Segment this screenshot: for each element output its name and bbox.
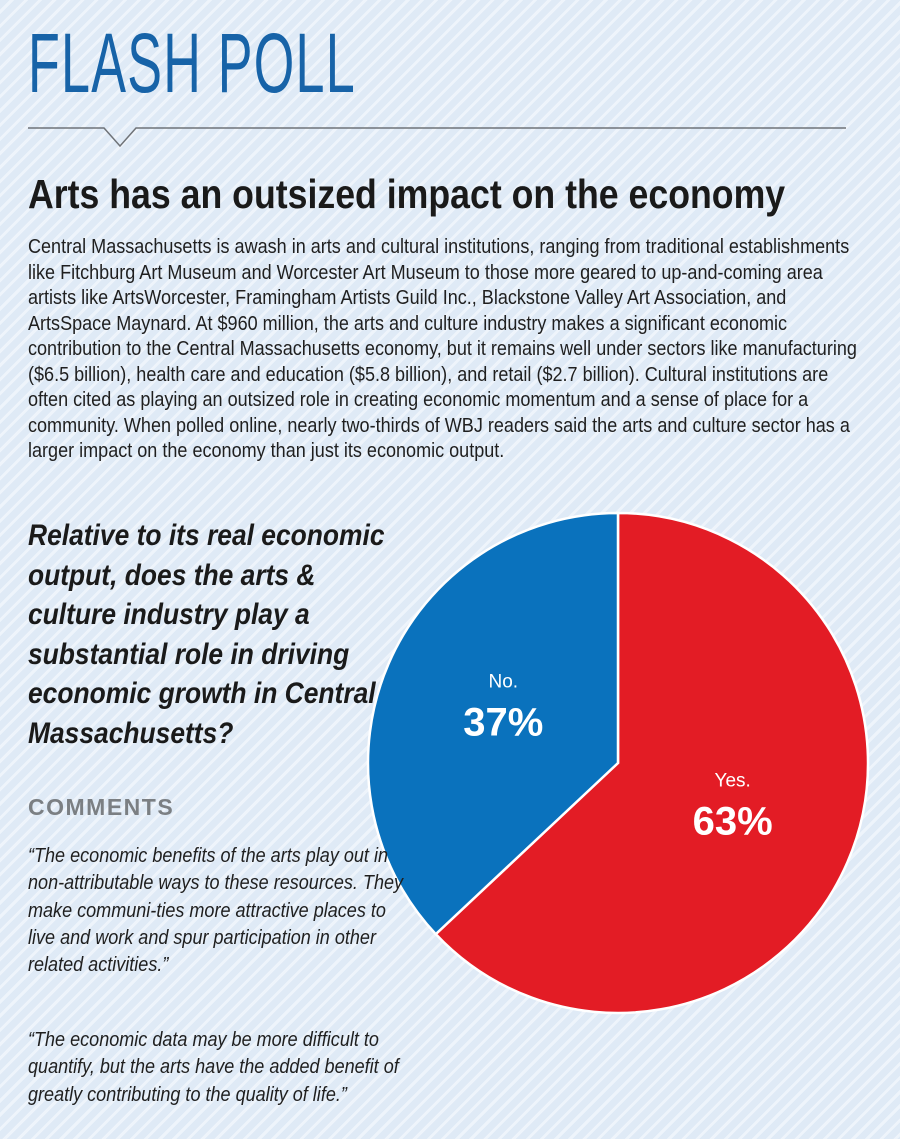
poll-question: Relative to its real economic output, does the arts & culture industry play a substantial role in driving economic growth in Central Massachusetts?	[28, 519, 385, 750]
slice-label-yes: Yes.	[714, 770, 751, 792]
flash-poll-title: FLASH POLL	[28, 16, 356, 110]
comment-quote: “The economic data may be more difficult to quantify, but the arts have the added benefit of greatly contributing to the quality of life.”	[28, 1028, 399, 1106]
comments-heading: COMMENTS	[28, 794, 175, 820]
slice-value-no: 37%	[463, 700, 544, 745]
headline: Arts has an outsized impact on the economy	[28, 171, 786, 217]
slice-value-yes: 63%	[692, 799, 773, 844]
intro-paragraph: Central Massachusetts is awash in arts and cultural institutions, ranging from traditional establishments like Fitchburg Art Museum and Worcester Art Museum to those more geared to up-and-coming area artists like ArtsWorcester, Framingham Artists Guild Inc., Blackstone Valley Art Association, and ArtsSpace Maynard. At $960 million, the arts and culture industry makes a significant economic contribution to the Central Massachusetts economy, but it remains well under sectors like manufacturing ($6.5 billion), health care and education ($5.8 billion), and retail ($2.7 billion). Cultural institutions are often cited as playing an outsized role in creating economic momentum and a sense of place for a community. When polled online, nearly two-thirds of WBJ readers said the arts and culture sector has a larger impact on the economy than just its economic output.	[28, 235, 857, 462]
slice-label-no: No.	[488, 671, 519, 693]
comment-quote: “The economic benefits of the arts play out in non-attributable ways to these resources. They make communi-ties more attractive places to live and work and spur participation in other related activities.”	[28, 844, 404, 977]
